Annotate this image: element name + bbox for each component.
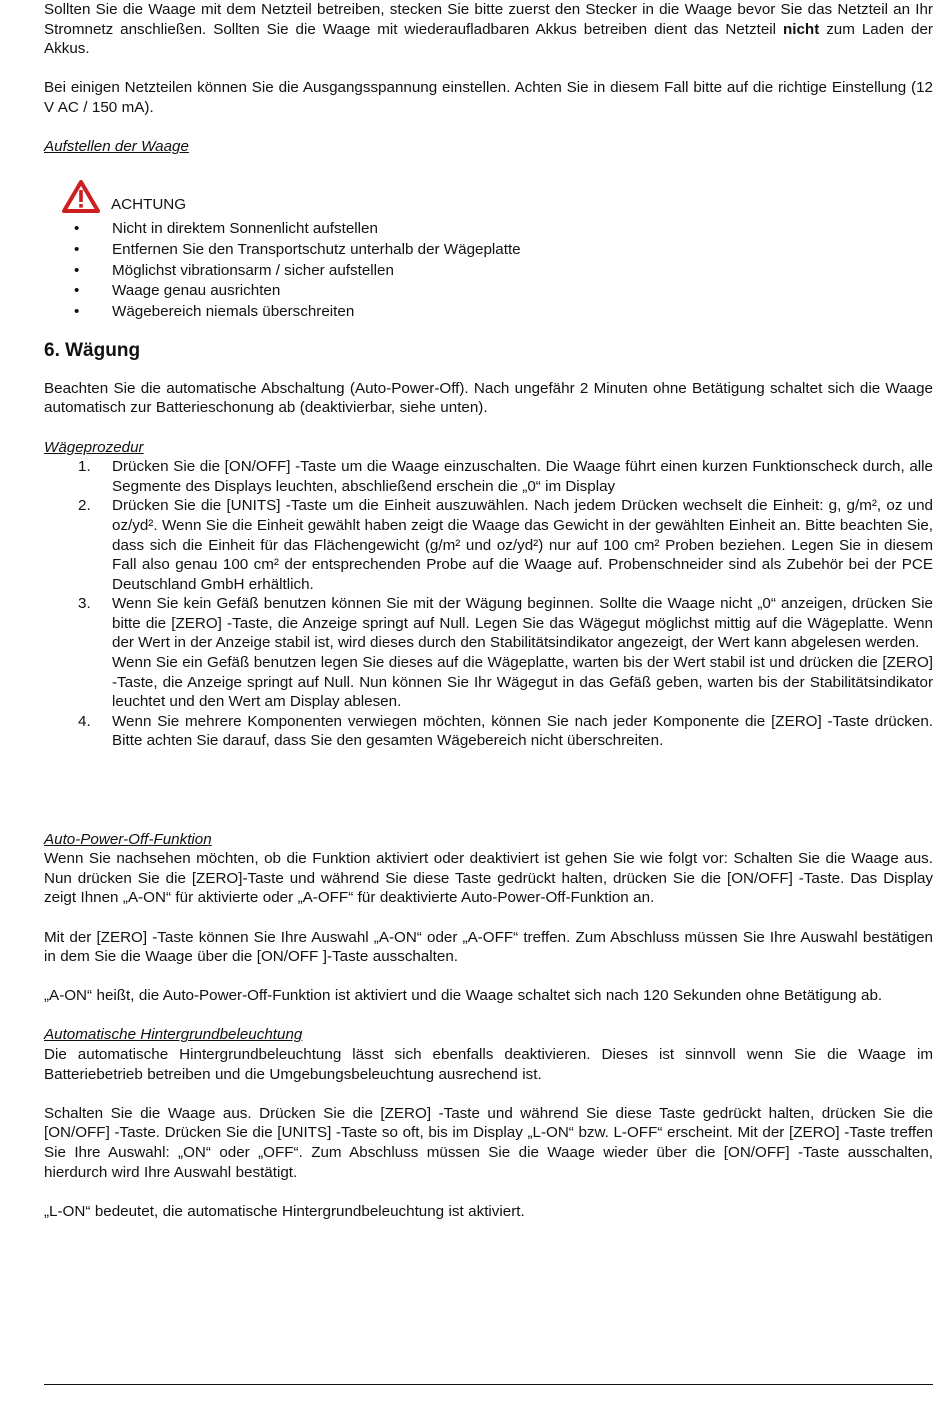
procedure-steps [44, 457, 933, 751]
list-item: • Entfernen Sie den Transportschutz unterhalb der Wägeplatte [44, 240, 933, 261]
step-item: 3. Wenn Sie kein Gefäß benutzen können Sie mit der Wägung beginnen. Sollte die Waage nicht „0“ anzeigen, drücken Sie bitte die [ZERO] -Taste, die Anzeige springt auf Null. Legen Sie das Wägegut möglichst mittig auf die Wägeplatte. Wenn der Wert in der Anzeige stabil ist, wird dieses durch den Stabilitätsindikator angezeigt, der Wert kann abgelesen werden. Wenn Sie ein Gefäß benutzen legen Sie dieses auf die Wägeplatte, warten bis der Wert stabil ist und drücken die [ZERO] -Taste, die Anzeige springt auf Null. Nun können Sie Ihr Wägegut in das Gefäß geben, warten bis der Stabilitätsindikator leuchtet und den Wert am Display ablesen. [78, 595, 933, 711]
auto-power-off-paragraph-1: Wenn Sie nachsehen möchten, ob die Funktion aktiviert oder deaktiviert ist gehen Sie wie folgt vor: Schalten Sie die Waage aus. Nun drücken Sie die [ZERO]-Taste und während Sie diese Taste gedrückt halten, drücken Sie die [ON/OFF] -Taste. Das Display zeigt Ihnen „A-ON“ für aktivierte oder „A-OFF“ für deaktivierte Auto-Power-Off-Funktion an. [44, 850, 933, 907]
power-paragraph-2: Bei einigen Netzteilen können Sie die Ausgangsspannung einstellen. Achten Sie in diesem Fall bitte auf die richtige Einstellung (12 V AC / 150 mA). [44, 79, 933, 116]
auto-power-off-paragraph-3: „A-ON“ heißt, die Auto-Power-Off-Funktion ist aktiviert und die Waage schaltet sich nach 120 Sekunden ohne Betätigung ab. [44, 987, 883, 1005]
power-paragraph-1: Sollten Sie die Waage mit dem Netzteil betreiben, stecken Sie bitte zuerst den Stecker in die Waage bevor Sie das Netzteil an Ihr Stromnetz anschließen. Sollten Sie die Waage mit wiederaufladbaren Akkus betreiben dient das Netzteil nicht zum Laden der Akkus. [44, 1, 933, 58]
step-item: 1. Drücken Sie die [ON/OFF] -Taste um die Waage einzuschalten. Die Waage führt einen kurzen Funktionscheck durch, alle Segmente des Displays leuchten, abschließend erschein die „0“ im Display [78, 458, 933, 495]
list-item: • Nicht in direktem Sonnenlicht aufstellen [44, 219, 933, 240]
backlight-paragraph-2: Schalten Sie die Waage aus. Drücken Sie die [ZERO] -Taste und während Sie diese Taste gedrückt halten, drücken Sie die [ON/OFF] -Taste. Drücken Sie die [UNITS] -Taste so oft, bis im Display „L-ON“ bzw. L-OFF“ erscheint. Mit der [ZERO] -Taste treffen Sie Ihre Auswahl: „ON“ oder „OFF“. Zum Abschluss müssen Sie die Waage wieder über die [ON/OFF] -Taste ausschalten, hierdurch wird Ihre Auswahl bestätigt. [44, 1104, 933, 1181]
bullet-icon: • [74, 261, 80, 279]
bullet-icon: • [74, 220, 80, 238]
backlight-heading: Automatische Hintergrundbeleuchtung [44, 1026, 303, 1044]
weighing-intro: Beachten Sie die automatische Abschaltung (Auto-Power-Off). Nach ungefähr 2 Minuten ohne Betätigung schaltet sich die Waage automatisch zur Batterieschonung ab (deaktivierbar, siehe unten). [44, 379, 933, 417]
backlight-paragraph-1: Die automatische Hintergrundbeleuchtung lässt sich ebenfalls deaktivieren. Dieses ist sinnvoll wenn Sie die Waage im Batteriebetrieb betreiben und die Umgebungsbeleuchtung ausrechend ist. [44, 1046, 933, 1083]
auto-power-off-heading: Auto-Power-Off-Funktion [44, 830, 212, 848]
list-item: • Waage genau ausrichten [44, 281, 933, 302]
warning-label: ACHTUNG [111, 195, 187, 213]
setup-heading: Aufstellen der Waage [44, 138, 189, 156]
step-number: 4. [78, 712, 91, 730]
warning-block [44, 180, 933, 220]
step-number: 3. [78, 595, 91, 613]
bullet-icon: • [74, 240, 80, 258]
bullet-icon: • [74, 303, 80, 321]
step-number: 1. [78, 458, 91, 476]
procedure-heading: Wägeprozedur [44, 438, 144, 456]
setup-bullet-list [44, 219, 933, 323]
bullet-icon: • [74, 282, 80, 300]
document-page [44, 0, 933, 1221]
step-number: 2. [78, 497, 91, 515]
footer-divider [44, 1384, 933, 1385]
auto-power-off-paragraph-2: Mit der [ZERO] -Taste können Sie Ihre Auswahl „A-ON“ oder „A-OFF“ treffen. Zum Abschluss müssen Sie Ihre Auswahl bestätigen in dem Sie die Waage über die [ON/OFF ]-Taste ausschalten. [44, 928, 933, 966]
list-item: • Wägebereich niemals überschreiten [44, 302, 933, 323]
list-item: • Möglichst vibrationsarm / sicher aufstellen [44, 261, 933, 282]
step-item: 4. Wenn Sie mehrere Komponenten verwiegen möchten, können Sie nach jeder Komponente die [ZERO] -Taste drücken. Bitte achten Sie darauf, dass Sie den gesamten Wägebereich nicht überschreiten. [78, 712, 933, 750]
warning-triangle-icon [62, 180, 100, 214]
backlight-paragraph-3: „L-ON“ bedeutet, die automatische Hintergrundbeleuchtung ist aktiviert. [44, 1202, 525, 1220]
section-title: 6. Wägung [44, 339, 141, 361]
step-item: 2. Drücken Sie die [UNITS] -Taste um die Einheit auszuwählen. Nach jedem Drücken wechselt die Einheit: g, g/m², oz und oz/yd². Wenn Sie die Einheit gewählt haben zeigt die Waage das Gewicht in der gewählten Einheit an. Bitte beachten Sie, dass sich die Einheit für das Flächengewicht (g/m² und oz/yd²) nur auf 100 cm² Proben beziehen. Legen Sie in diesem Fall also genau 100 cm² der entsprechenden Probe auf die Waage auf. Probenschneider sind als Zubehör bei der PCE Deutschland GmbH erhältlich. [78, 497, 933, 593]
emphasis-nicht: nicht [782, 20, 820, 38]
